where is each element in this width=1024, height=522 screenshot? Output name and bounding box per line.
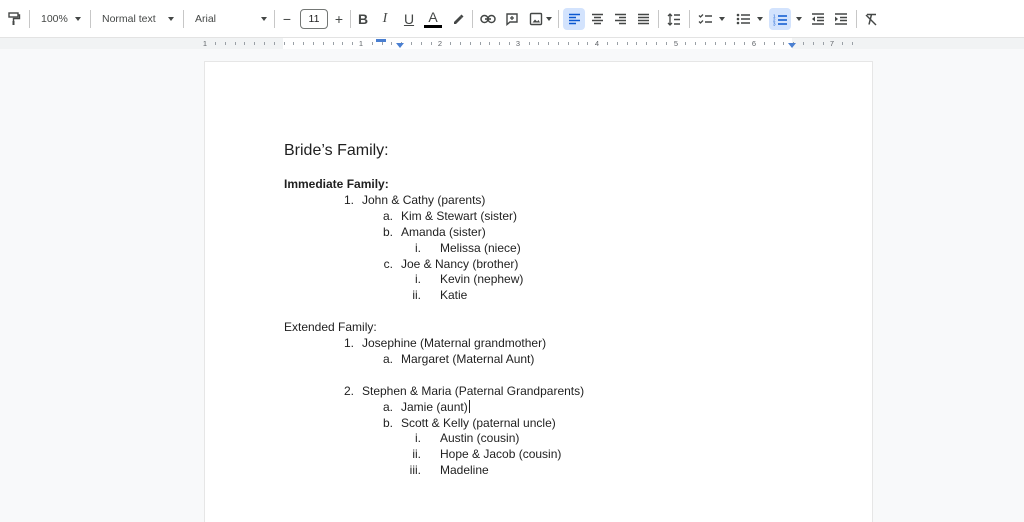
ruler-tick (372, 42, 373, 45)
font-size-input[interactable]: 11 (300, 9, 328, 29)
list-marker: 2. (343, 384, 354, 398)
list-item-text: Melissa (niece) (440, 241, 521, 255)
style-chevron-down-icon[interactable] (165, 9, 177, 29)
bold-button[interactable]: B (357, 11, 369, 27)
text-color-button[interactable] (423, 8, 443, 30)
ruler-number: 6 (751, 39, 757, 48)
list-marker: ii. (412, 447, 421, 461)
list-marker: b. (382, 225, 393, 239)
list-item-text: John & Cathy (parents) (362, 193, 486, 207)
zoom-chevron-down-icon[interactable] (72, 9, 84, 29)
bullet-list-icon[interactable] (733, 8, 753, 30)
list-marker: b. (382, 416, 393, 430)
list-item-text: Immediate Family: (284, 177, 389, 191)
ruler-tick (705, 42, 706, 45)
font-chevron-down-icon[interactable] (258, 9, 270, 29)
section-heading (284, 177, 389, 191)
toolbar (0, 0, 1024, 38)
list-marker: 1. (343, 336, 354, 350)
ruler-tick (391, 42, 392, 45)
ruler-tick (431, 42, 432, 45)
list-marker: a. (382, 400, 393, 414)
list-item-text: Katie (440, 288, 468, 302)
ruler-tick (823, 42, 824, 45)
right-indent-marker[interactable] (788, 43, 796, 48)
ruler-tick (558, 42, 559, 45)
text-cursor (469, 400, 470, 413)
document-canvas (0, 49, 1024, 509)
document-page[interactable] (205, 62, 872, 522)
line-spacing-icon[interactable] (664, 8, 684, 30)
ruler-tick (538, 42, 539, 45)
section-heading (284, 320, 377, 334)
list-item-text: Stephen & Maria (Paternal Grandparents) (362, 384, 585, 398)
ruler-tick (509, 42, 510, 45)
ruler-tick (421, 42, 422, 45)
ruler-number: 1 (202, 39, 208, 48)
ruler-tick (303, 42, 304, 45)
list-item (362, 384, 584, 398)
image-chevron-down-icon[interactable] (543, 9, 555, 29)
list-item (440, 447, 561, 461)
ruler-tick (666, 42, 667, 45)
ruler-tick (235, 42, 236, 45)
list-marker: a. (382, 209, 393, 223)
list-item (401, 257, 518, 271)
clear-format-icon[interactable] (861, 8, 881, 30)
checklist-chevron-down-icon[interactable] (716, 9, 728, 29)
ruler-number: 7 (829, 39, 835, 48)
align-center-icon[interactable] (587, 8, 607, 30)
ruler-tick (244, 42, 245, 45)
list-item (362, 336, 546, 350)
style-select[interactable]: Normal text (102, 13, 156, 25)
list-item (401, 352, 534, 366)
underline-button[interactable]: U (403, 11, 415, 27)
ruler-tick (774, 42, 775, 45)
ruler-tick (568, 42, 569, 45)
list-item (440, 431, 519, 445)
increase-indent-icon[interactable] (831, 8, 851, 30)
list-marker: ii. (412, 288, 421, 302)
comment-icon[interactable] (502, 8, 522, 30)
text-color-swatch (424, 25, 442, 28)
list-item-text: Austin (cousin) (440, 431, 520, 445)
list-marker: 1. (343, 193, 354, 207)
list-item-text: Joe & Nancy (brother) (401, 257, 519, 271)
ruler-tick (587, 42, 588, 45)
list-item (440, 463, 489, 477)
list-marker: i. (415, 272, 421, 286)
list-item-text: Scott & Kelly (paternal uncle) (401, 416, 556, 430)
list-item-text: Jamie (aunt) (401, 400, 468, 414)
document-heading: Bride’s Family: (284, 142, 389, 159)
svg-text:1: 1 (772, 13, 776, 18)
text-color-letter: A (428, 9, 438, 25)
ruler-number: 1 (358, 39, 364, 48)
ruler-tick (813, 42, 814, 45)
paint-format-icon[interactable] (4, 8, 24, 30)
ruler-tick (333, 42, 334, 45)
ruler-tick (646, 42, 647, 45)
ruler-tick (734, 42, 735, 45)
ruler-tick (627, 42, 628, 45)
ruler-tick (852, 42, 853, 45)
ruler-tick (382, 42, 383, 45)
list-item-text: Extended Family: (284, 320, 377, 334)
numbered-list-chevron-down-icon[interactable] (793, 9, 805, 29)
increase-font-size-button[interactable]: + (334, 11, 344, 27)
ruler-number: 3 (515, 39, 521, 48)
svg-text:2: 2 (772, 17, 776, 22)
align-left-icon[interactable] (563, 8, 585, 30)
decrease-indent-icon[interactable] (808, 8, 828, 30)
ruler-tick (744, 42, 745, 45)
ruler-tick (352, 42, 353, 45)
ruler-tick (293, 42, 294, 45)
ruler-tick (489, 42, 490, 45)
ruler-tick (264, 42, 265, 45)
ruler-tick (460, 42, 461, 45)
ruler-tick (529, 42, 530, 45)
list-item (401, 225, 486, 239)
ruler-tick (254, 42, 255, 45)
list-item-text: Hope & Jacob (cousin) (440, 447, 562, 461)
ruler-tick (284, 42, 285, 45)
ruler-tick (480, 42, 481, 45)
list-marker: c. (383, 257, 393, 271)
link-icon[interactable] (478, 8, 498, 30)
ruler-tick (578, 42, 579, 45)
list-marker: a. (382, 352, 393, 366)
list-item (401, 416, 556, 430)
ruler-tick (411, 42, 412, 45)
bullet-list-chevron-down-icon[interactable] (754, 9, 766, 29)
ruler-tick (656, 42, 657, 45)
ruler-tick (225, 42, 226, 45)
first-line-indent-marker[interactable] (376, 39, 386, 42)
highlight-icon[interactable] (449, 8, 467, 30)
ruler-tick (636, 42, 637, 45)
checklist-icon[interactable] (695, 8, 715, 30)
ruler (0, 38, 1024, 49)
ruler-tick (715, 42, 716, 45)
ruler-tick (607, 42, 608, 45)
list-item-text: Madeline (440, 463, 489, 477)
numbered-list-icon[interactable] (769, 8, 791, 30)
list-item-text: Kim & Stewart (sister) (401, 209, 518, 223)
ruler-number: 5 (673, 39, 679, 48)
list-item-text: Amanda (sister) (401, 225, 486, 239)
decrease-font-size-button[interactable]: − (282, 11, 292, 27)
ruler-tick (685, 42, 686, 45)
list-item-text: Margaret (Maternal Aunt) (401, 352, 535, 366)
list-item (440, 288, 467, 302)
ruler-tick (617, 42, 618, 45)
italic-button[interactable]: I (382, 11, 388, 26)
ruler-tick (313, 42, 314, 45)
list-item-text: Kevin (nephew) (440, 272, 524, 286)
justify-icon[interactable] (633, 8, 653, 30)
ruler-tick (323, 42, 324, 45)
list-marker: i. (415, 241, 421, 255)
align-right-icon[interactable] (610, 8, 630, 30)
list-item (440, 241, 521, 255)
ruler-tick (764, 42, 765, 45)
ruler-number: 2 (437, 39, 443, 48)
ruler-tick (274, 42, 275, 45)
list-marker: i. (415, 431, 421, 445)
list-item (401, 400, 470, 414)
list-item (362, 193, 485, 207)
list-marker: iii. (409, 463, 421, 477)
ruler-tick (450, 42, 451, 45)
ruler-tick (842, 42, 843, 45)
font-select[interactable]: Arial (195, 13, 217, 25)
ruler-tick (695, 42, 696, 45)
left-indent-marker[interactable] (396, 43, 404, 48)
zoom-select[interactable]: 100% (41, 13, 68, 25)
ruler-tick (725, 42, 726, 45)
list-item (401, 209, 517, 223)
ruler-tick (803, 42, 804, 45)
ruler-number: 4 (594, 39, 600, 48)
ruler-tick (548, 42, 549, 45)
svg-text:3: 3 (772, 21, 776, 26)
ruler-tick (783, 42, 784, 45)
ruler-tick (499, 42, 500, 45)
list-item (440, 272, 523, 286)
ruler-tick (342, 42, 343, 45)
list-item-text: Josephine (Maternal grandmother) (362, 336, 547, 350)
ruler-tick (470, 42, 471, 45)
ruler-tick (215, 42, 216, 45)
